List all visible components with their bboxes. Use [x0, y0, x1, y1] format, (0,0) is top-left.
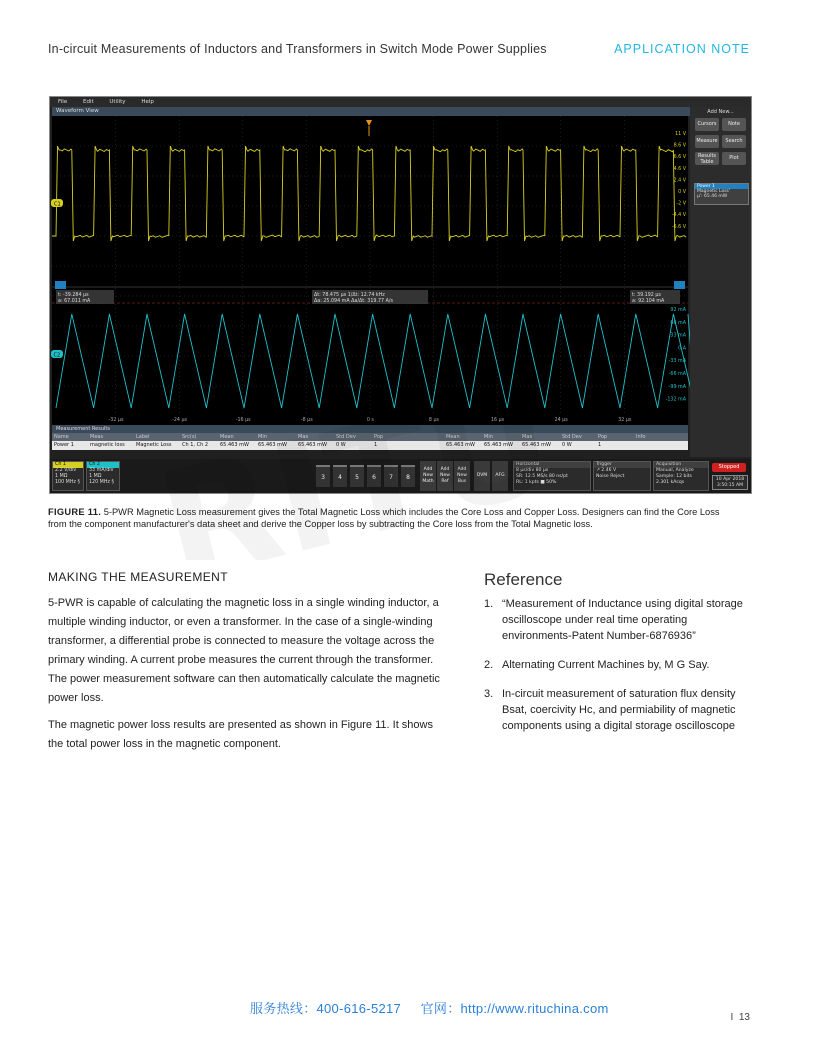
results-header-cell: Name	[54, 434, 69, 440]
figure-label: FIGURE 11.	[48, 507, 102, 517]
scale-label: 6.6 V	[673, 155, 686, 161]
paragraph-2: The magnetic power loss results are presented as shown in Figure 11. It shows the total power loss in the magnetic component.	[48, 719, 433, 750]
acquisition-sample: Sample: 12 bits	[656, 474, 692, 479]
cursor-delta-time: Δt: 78.475 µs 1/Δt: 12.74 kHz	[314, 293, 385, 298]
scale-label: -6.6 V	[671, 224, 686, 230]
scale-label: -32 µs	[108, 418, 124, 423]
add-bus-line-3: Bus	[457, 479, 467, 484]
reference-text: Alternating Current Machines by, M G Say.	[502, 659, 710, 671]
menu-help[interactable]: Help	[141, 99, 154, 105]
power-badge-title: Power 1	[695, 184, 748, 189]
measure-button[interactable]: Measure	[695, 135, 719, 148]
acquisition-mode: Manual, Analyze	[656, 468, 694, 473]
reference-number: 1.	[484, 598, 494, 610]
scale-label: 33 mA	[670, 333, 686, 339]
ch2-amps-div: 33 mA/div	[89, 468, 114, 473]
figure-caption-text: 5-PWR Magnetic Loss measurement gives the Total Magnetic Loss which includes the Core Loss and Copper Loss. Designers can find the Core Loss from the component manufacturer's data sheet and derive the Copper loss by subtracting the Core loss from the Total Magnetic loss.	[48, 507, 720, 529]
results-header-cell: Src(s)	[182, 434, 197, 440]
afg-button[interactable]: AFG	[492, 461, 508, 491]
plot-button[interactable]: Plot	[722, 152, 746, 165]
results-header-cell: Std Dev	[562, 434, 582, 440]
ch2-settings-badge[interactable]	[86, 461, 120, 491]
power-badge-measure: Magnetic Loss'	[697, 189, 731, 194]
scale-label: -16 µs	[235, 418, 251, 423]
cursor-left-amp: a: 67.011 mA	[58, 299, 91, 304]
scale-label: 24 µs	[554, 418, 568, 423]
channel-8-button[interactable]: 8	[401, 465, 415, 487]
channel-4-button[interactable]: 4	[333, 465, 347, 487]
add-new-bus-button[interactable]	[454, 461, 470, 491]
scale-label: -24 µs	[172, 418, 188, 423]
cursor-right-amp: a: 92.104 mA	[632, 299, 665, 304]
add-ref-line-1: Add	[440, 467, 450, 472]
ch1-scale-labels	[672, 131, 687, 230]
cursor-right-time: t: 39.192 µs	[632, 293, 661, 298]
ch2-marker-label: C2	[53, 352, 61, 359]
results-cell: 0 W	[336, 442, 346, 448]
page-number: I 13	[730, 1012, 750, 1023]
scale-label: 16 µs	[491, 418, 505, 423]
scope-date: 10 Apr 2018	[715, 477, 745, 482]
measurement-results-title: Measurement Results	[52, 425, 688, 433]
figure-caption	[48, 506, 738, 530]
menu-edit[interactable]: Edit	[82, 99, 94, 105]
menu-file[interactable]: File	[58, 99, 68, 105]
ch1-settings-badge[interactable]	[52, 461, 84, 491]
note-button[interactable]: Note	[722, 118, 746, 131]
results-header-cell: Pop	[598, 434, 608, 440]
trigger-settings[interactable]	[593, 461, 651, 491]
horizontal-sample-rate: SR: 12.5 MS/s 80 ns/pt	[516, 474, 568, 479]
dvm-button[interactable]: DVM	[474, 461, 490, 491]
scale-label: -99 mA	[668, 384, 686, 390]
horizontal-label: Horizontal	[514, 462, 590, 468]
cursors-button[interactable]: Cursors	[695, 118, 719, 131]
results-header-cell: Min	[484, 434, 493, 440]
power-badge[interactable]	[694, 183, 749, 205]
results-header-cell: Meas	[90, 434, 104, 440]
results-cell: 1	[374, 442, 378, 448]
channel-3-button[interactable]: 3	[316, 465, 330, 487]
section-heading: MAKING THE MEASUREMENT	[48, 570, 228, 584]
cursor-right-handle	[674, 281, 685, 289]
channel-5-button[interactable]: 5	[350, 465, 364, 487]
measurement-results-row[interactable]	[52, 441, 688, 450]
cursor-left-handle	[55, 281, 66, 289]
acquisition-label: Acquisition	[654, 462, 708, 468]
reference-number: 3.	[484, 688, 494, 700]
scale-label: 11 V	[675, 132, 686, 137]
add-ref-line-2: New	[440, 473, 450, 478]
scale-label: 32 µs	[618, 418, 632, 423]
results-cell: 1	[598, 442, 602, 448]
oscilloscope-screenshot	[49, 96, 752, 494]
acquisition-count: 2.301 kAcqs	[656, 480, 685, 485]
scale-label: -132 mA	[665, 397, 686, 403]
ch1-volts-div: 2.2 V/div	[55, 468, 77, 473]
scale-label: 4.6 V	[673, 166, 686, 172]
results-cell: 65.463 mW	[484, 442, 513, 448]
results-cell: 65.463 mW	[446, 442, 475, 448]
results-cell: 0 W	[562, 442, 572, 448]
power-badge-value: µ': 65.46 mW	[697, 194, 728, 199]
trigger-mode: Noise Reject	[596, 474, 625, 479]
results-cell: 65.463 mW	[258, 442, 287, 448]
trigger-label: Trigger	[594, 462, 650, 468]
add-math-line-3: Math	[422, 479, 434, 484]
scope-side-panel	[690, 107, 751, 457]
scale-label: 92 mA	[670, 308, 686, 313]
reference-item	[484, 657, 754, 673]
results-cell: Magnetic Loss	[136, 442, 172, 448]
scope-menubar	[50, 97, 751, 107]
scale-label: 0 V	[678, 190, 686, 195]
results-header-cell: Mean	[220, 434, 234, 440]
cursor-delta-amp: Δa: 25.094 mA Δa/Δt: 319.77 A/s	[314, 299, 393, 304]
date-time-display	[712, 475, 748, 490]
ch2-bandwidth: 120 MHz §	[89, 480, 114, 485]
scope-bottom-bar	[50, 459, 751, 493]
ch2-badge-label: Ch 2	[87, 462, 119, 468]
ch2-impedance: 1 MΩ	[89, 474, 102, 479]
results-cell: 65.463 mW	[298, 442, 327, 448]
add-math-line-1: Add	[423, 467, 433, 472]
add-math-line-2: New	[423, 473, 433, 478]
results-cell: 65.463 mW	[522, 442, 551, 448]
stopped-button[interactable]: Stopped	[712, 463, 746, 472]
channel-7-button[interactable]: 7	[384, 465, 398, 487]
scale-label: -66 mA	[668, 372, 686, 377]
reference-number: 2.	[484, 659, 494, 671]
measurement-results-header	[52, 433, 688, 441]
ch1-impedance: 1 MΩ	[55, 474, 68, 479]
scale-label: 0 A	[678, 346, 686, 352]
paragraph-1: 5-PWR is capable of calculating the magnetic loss in a single winding inductor, a multiple winding inductor, or even a transformer. In the case of a single-winding transformer, a differential probe is connected to measure the voltage across the primary winding. A current probe measures the current through the transformer. The power measurement software can then automatically calculate the magnetic power loss.	[48, 597, 440, 704]
scale-label: 8.6 V	[673, 143, 686, 149]
ch1-bandwidth: 100 MHz §	[55, 480, 80, 485]
reference-text: “Measurement of Inductance using digital storage oscilloscope under real time operating environments-Patent Number-6876936”	[502, 598, 743, 642]
scale-label: 2.4 V	[673, 178, 686, 184]
add-bus-line-1: Add	[457, 467, 467, 472]
add-ref-line-3: Ref	[441, 479, 449, 484]
add-new-ref-button[interactable]	[437, 461, 453, 491]
waveform-plot	[50, 116, 690, 425]
results-header-cell: Info	[636, 434, 646, 440]
results-header-cell: Mean	[446, 434, 460, 440]
application-note-tag: APPLICATION NOTE	[614, 42, 750, 56]
reference-list	[484, 596, 754, 747]
results-header-cell: Std Dev	[336, 434, 356, 440]
add-bus-line-2: New	[457, 473, 467, 478]
ch1-marker-label: C1	[54, 201, 61, 208]
add-new-title: Add New...	[707, 109, 734, 115]
acquisition-settings[interactable]	[653, 461, 709, 491]
results-cell: Ch 1, Ch 2	[182, 442, 209, 448]
waveform-view-title: Waveform View	[52, 107, 690, 116]
scale-label: 0 s	[366, 418, 374, 423]
horizontal-scale: 8 µs/div 80 µs	[516, 468, 549, 473]
results-cell: Power 1	[54, 442, 74, 448]
results-cell: 65.463 mW	[220, 442, 249, 448]
results-header-cell: Max	[298, 434, 309, 440]
results-header-cell: Max	[522, 434, 533, 440]
results-header-cell: Label	[136, 434, 150, 440]
cursor-left-time: t: -39.284 µs	[58, 293, 89, 298]
scale-label: -4.4 V	[671, 213, 686, 219]
results-table-button[interactable]: Results Table	[695, 152, 719, 165]
reference-item	[484, 596, 754, 644]
scale-label: 8 µs	[428, 418, 440, 423]
footer-contact: 服务热线：400-616-5217 官网：http://www.rituchina.com	[250, 1001, 609, 1016]
results-cell: magnetic loss	[90, 442, 125, 448]
reference-text: In-circuit measurement of saturation flux density Bsat, coercivity Hc, and permiability of magnetic components using a digital storage oscilloscope	[502, 688, 736, 732]
reference-heading: Reference	[484, 570, 563, 589]
horizontal-record-length: RL: 1 kpts ■ 50%	[516, 480, 557, 485]
trigger-level: ↗ 2.46 V	[596, 468, 617, 473]
scale-label: 66 mA	[670, 320, 686, 326]
document-title: In-circuit Measurements of Inductors and Transformers in Switch Mode Power Supplies	[48, 42, 547, 56]
results-header-cell: Pop	[374, 434, 384, 440]
scale-label: -2 V	[676, 201, 686, 207]
channel-6-button[interactable]: 6	[367, 465, 381, 487]
search-button[interactable]: Search	[722, 135, 746, 148]
results-header-cell: Min	[258, 434, 267, 440]
horizontal-settings[interactable]	[513, 461, 591, 491]
scale-label: -8 µs	[300, 418, 313, 423]
scale-label: -33 mA	[668, 359, 686, 365]
reference-item	[484, 686, 754, 734]
ch1-badge-label: Ch 1	[53, 462, 83, 468]
menu-utility[interactable]: Utility	[109, 99, 126, 105]
scope-time: 3:50:15 AM	[716, 483, 744, 488]
add-new-math-button[interactable]	[420, 461, 436, 491]
